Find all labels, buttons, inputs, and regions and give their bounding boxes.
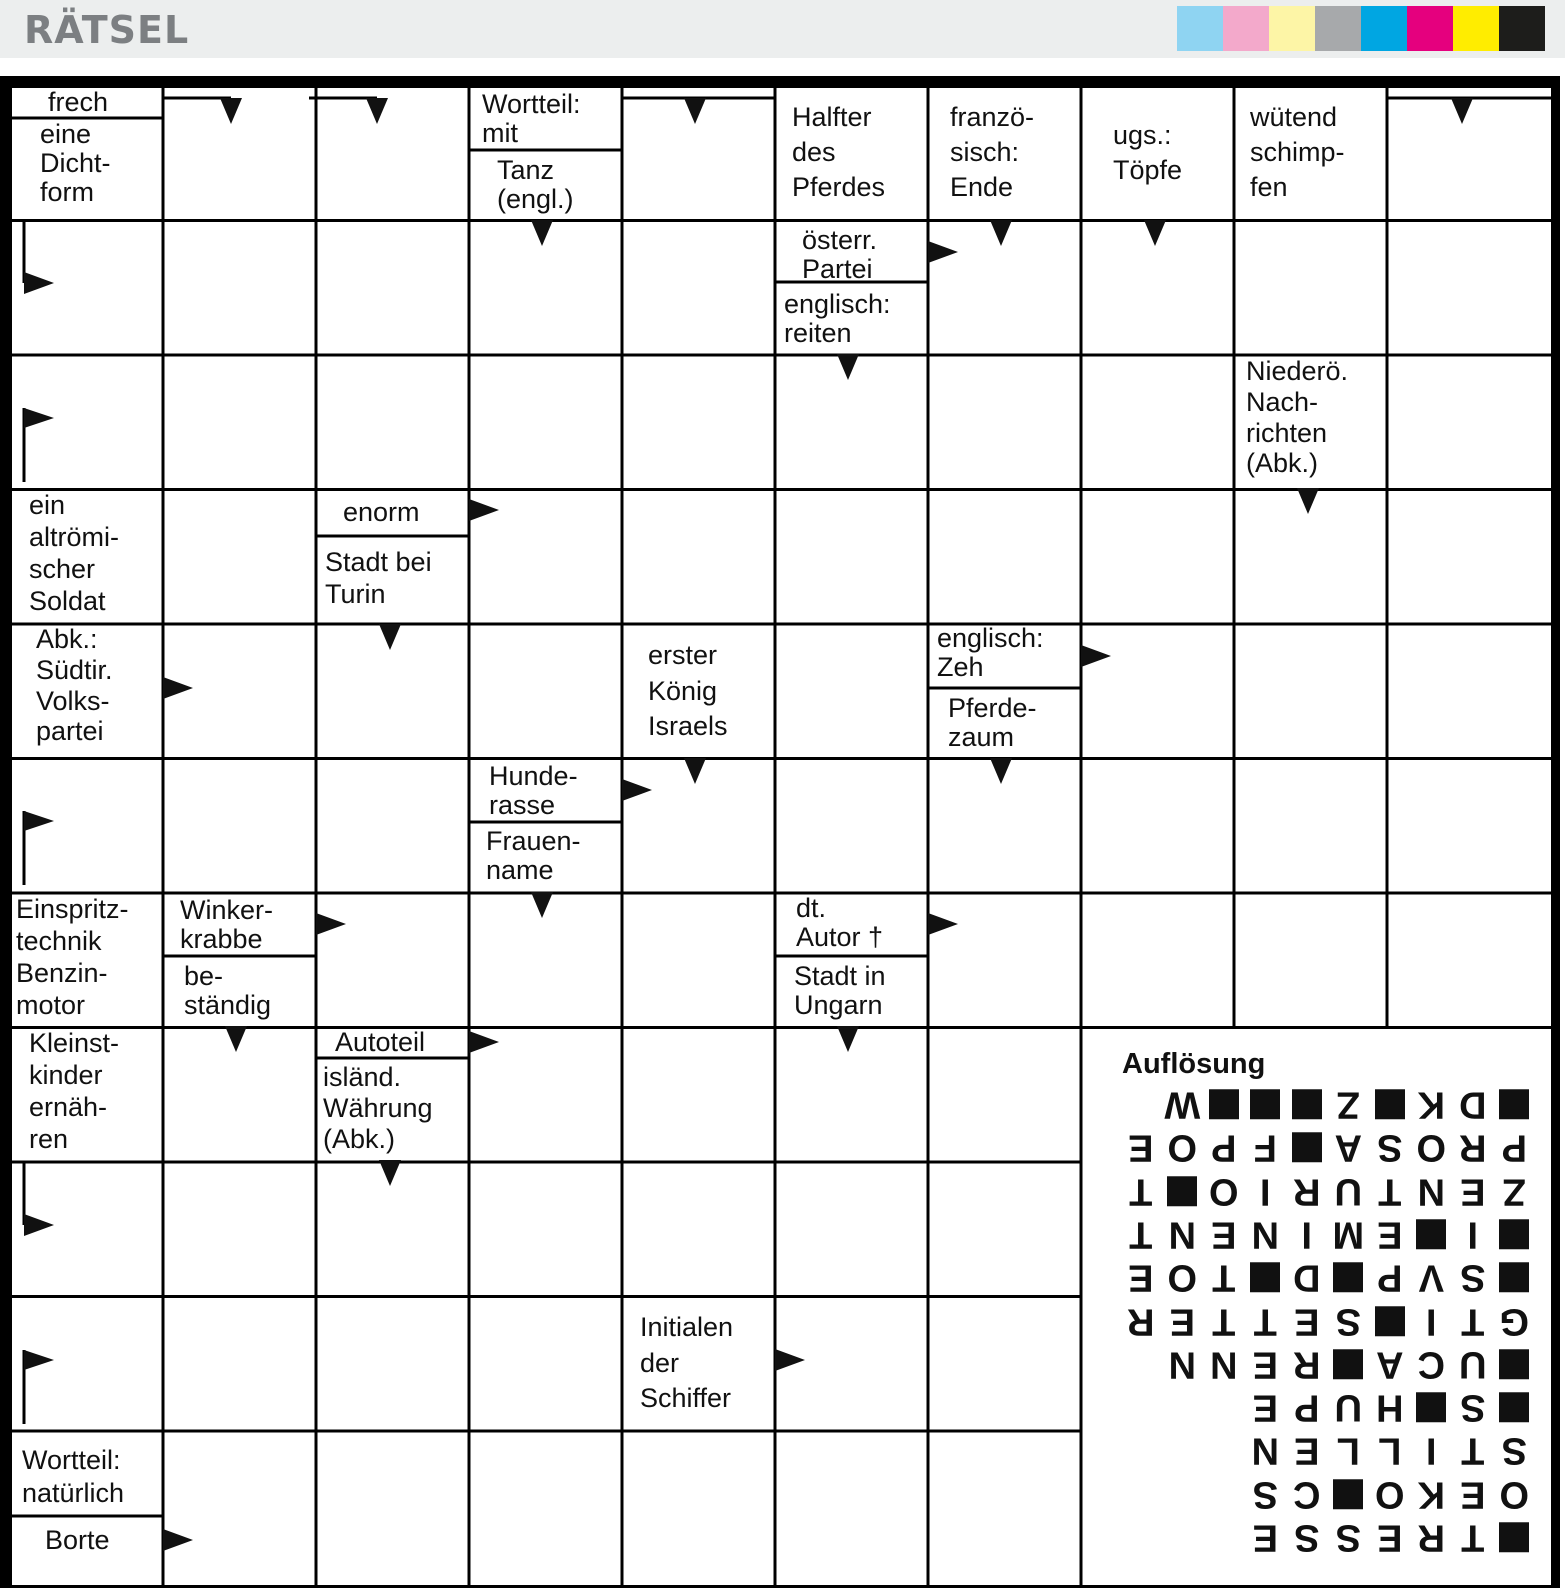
solution-letter: Z	[1336, 1083, 1360, 1126]
solution-letter: E	[1252, 1516, 1278, 1559]
solution-row	[1120, 1212, 1535, 1255]
solution-letter: A	[1376, 1343, 1404, 1386]
clue-franz-ende: franzö- sisch: Ende	[950, 102, 1035, 203]
solution-letter: T	[1378, 1169, 1402, 1212]
solution-letter: U	[1459, 1343, 1487, 1386]
solution-letter: T	[1461, 1299, 1485, 1342]
clue-bestaendig: be- ständig	[184, 961, 272, 1021]
solution-letter: E	[1294, 1429, 1320, 1472]
solution-block	[1245, 1082, 1287, 1125]
solution-letter: L	[1378, 1429, 1402, 1472]
solution-row	[1120, 1385, 1535, 1428]
clue-frech: frech	[48, 87, 109, 117]
clue-engl-reiten: englisch: reiten	[784, 289, 891, 349]
clue-islaend: isländ. Währung (Abk.)	[323, 1062, 433, 1154]
solution-letter: O	[1208, 1169, 1239, 1212]
solution-letter: K	[1417, 1083, 1445, 1126]
solution-empty	[1162, 1472, 1204, 1515]
solution-empty	[1120, 1082, 1162, 1125]
solution-row	[1120, 1255, 1535, 1298]
clue-enorm: enorm	[343, 497, 420, 527]
solution-block	[1286, 1082, 1328, 1125]
solution-letter: S	[1294, 1516, 1320, 1559]
solution-empty	[1203, 1472, 1245, 1515]
solution-letter: S	[1460, 1386, 1486, 1429]
solution-row	[1120, 1428, 1535, 1471]
solution-empty	[1120, 1515, 1162, 1558]
solution-grid	[1120, 1082, 1535, 1558]
solution-letter: C	[1293, 1472, 1321, 1515]
solution-row	[1120, 1169, 1535, 1212]
solution-letter: T	[1212, 1256, 1236, 1299]
solution-block	[1328, 1255, 1370, 1298]
solution-letter: I	[1425, 1299, 1437, 1342]
solution-letter: E	[1252, 1343, 1278, 1386]
solution-row	[1120, 1082, 1535, 1125]
solution-letter: E	[1460, 1169, 1486, 1212]
solution-letter: R	[1293, 1343, 1321, 1386]
clue-stadt-turin: Stadt bei Turin	[325, 547, 432, 610]
solution-empty	[1162, 1385, 1204, 1428]
solution-letter: U	[1334, 1386, 1362, 1429]
solution-block	[1203, 1082, 1245, 1125]
solution-block	[1494, 1212, 1536, 1255]
solution-row	[1120, 1515, 1535, 1558]
solution-block	[1369, 1082, 1411, 1125]
solution-empty	[1162, 1515, 1204, 1558]
solution-letter: P	[1377, 1256, 1403, 1299]
solution-empty	[1120, 1342, 1162, 1385]
solution-letter: S	[1252, 1472, 1278, 1515]
clue-niederoe: Niederö. Nach- richten (Abk.)	[1246, 356, 1349, 479]
solution-letter: P	[1501, 1126, 1527, 1169]
solution-letter: W	[1164, 1083, 1201, 1126]
solution-letter: N	[1210, 1343, 1238, 1386]
solution-letter: D	[1293, 1256, 1321, 1299]
clue-wortteil-nat: Wortteil: natürlich	[22, 1445, 125, 1508]
clue-borte: Borte	[45, 1525, 110, 1555]
solution-letter: F	[1253, 1126, 1277, 1169]
solution-letter: N	[1251, 1429, 1279, 1472]
color-swatch	[1361, 6, 1407, 51]
solution-block	[1494, 1082, 1536, 1125]
color-swatch	[1315, 6, 1361, 51]
clue-wortteil-mit: Wortteil: mit	[482, 89, 581, 149]
solution-letter: E	[1460, 1472, 1486, 1515]
clue-oesterr-partei: österr. Partei	[802, 225, 878, 285]
solution-letter: N	[1417, 1169, 1445, 1212]
clue-tanz: Tanz (engl.)	[497, 155, 574, 215]
solution-letter: E	[1377, 1213, 1403, 1256]
solution-letter: U	[1334, 1169, 1362, 1212]
solution-letter: O	[1374, 1472, 1405, 1515]
solution-empty	[1120, 1385, 1162, 1428]
page-title: RÄTSEL	[24, 8, 190, 52]
solution-empty	[1203, 1428, 1245, 1471]
clue-halfter: Halfter des Pferdes	[792, 102, 886, 203]
color-swatch	[1177, 6, 1223, 51]
solution-letter: O	[1416, 1126, 1447, 1169]
solution-row	[1120, 1342, 1535, 1385]
solution-letter: G	[1499, 1299, 1530, 1342]
solution-empty	[1203, 1515, 1245, 1558]
solution-letter: T	[1253, 1299, 1277, 1342]
solution-letter: T	[1129, 1169, 1153, 1212]
solution-letter: E	[1128, 1256, 1154, 1299]
solution-block	[1494, 1385, 1536, 1428]
solution-letter: H	[1376, 1386, 1404, 1429]
clue-soldat: ein altrömi- scher Soldat	[29, 490, 120, 616]
color-swatch	[1453, 6, 1499, 51]
solution-block	[1162, 1169, 1204, 1212]
clue-winkerkrabbe: Winker- krabbe	[180, 895, 273, 955]
solution-title: Auflösung	[1122, 1048, 1266, 1080]
solution-empty	[1120, 1472, 1162, 1515]
solution-empty	[1203, 1385, 1245, 1428]
clue-dichtform: eine Dicht- form	[40, 119, 111, 208]
clue-einspritz: Einspritz- technik Benzin- motor	[16, 894, 129, 1020]
solution-block	[1411, 1385, 1453, 1428]
solution-letter: E	[1128, 1126, 1154, 1169]
solution-letter: N	[1168, 1213, 1196, 1256]
solution-letter: I	[1467, 1213, 1479, 1256]
clue-frauenname: Frauen- name	[486, 826, 581, 886]
solution-block	[1245, 1255, 1287, 1298]
solution-letter: I	[1425, 1429, 1437, 1472]
solution-letter: R	[1459, 1126, 1487, 1169]
solution-letter: S	[1335, 1299, 1361, 1342]
solution-block	[1286, 1125, 1328, 1168]
solution-letter: D	[1459, 1083, 1487, 1126]
solution-letter: E	[1169, 1299, 1195, 1342]
solution-row	[1120, 1298, 1535, 1341]
color-swatch	[1499, 6, 1545, 51]
solution-letter: S	[1460, 1256, 1486, 1299]
solution-letter: E	[1377, 1516, 1403, 1559]
solution-letter: L	[1336, 1429, 1360, 1472]
solution-letter: S	[1377, 1126, 1403, 1169]
color-swatch	[1269, 6, 1315, 51]
solution-block	[1411, 1212, 1453, 1255]
solution-block	[1494, 1255, 1536, 1298]
solution-letter: V	[1418, 1256, 1444, 1299]
color-swatch	[1223, 6, 1269, 51]
solution-row	[1120, 1125, 1535, 1168]
clue-suedtirol: Abk.: Südtir. Volks- partei	[36, 624, 113, 747]
solution-block	[1494, 1342, 1536, 1385]
clue-kleinstkinder: Kleinst- kinder ernäh- ren	[29, 1028, 120, 1154]
solution-letter: T	[1461, 1429, 1485, 1472]
solution-letter: S	[1335, 1516, 1361, 1559]
solution-letter: P	[1294, 1386, 1320, 1429]
solution-block	[1328, 1342, 1370, 1385]
solution-letter: S	[1501, 1429, 1527, 1472]
solution-letter: Z	[1502, 1169, 1526, 1212]
clue-pferdezaum: Pferde- zaum	[948, 693, 1037, 753]
solution-letter: I	[1301, 1213, 1313, 1256]
solution-letter: N	[1251, 1213, 1279, 1256]
page-header	[0, 0, 1565, 58]
solution-letter: O	[1499, 1472, 1530, 1515]
solution-letter: T	[1212, 1299, 1236, 1342]
clue-engl-zeh: englisch: Zeh	[937, 623, 1044, 683]
solution-empty	[1120, 1428, 1162, 1471]
solution-block	[1369, 1298, 1411, 1341]
solution-letter: P	[1211, 1126, 1237, 1169]
clue-schimpfen: wütend schimp- fen	[1250, 102, 1345, 203]
solution-letter: K	[1417, 1472, 1445, 1515]
solution-letter: R	[1127, 1299, 1155, 1342]
solution-block	[1494, 1515, 1536, 1558]
solution-letter: N	[1168, 1343, 1196, 1386]
solution-letter: E	[1252, 1386, 1278, 1429]
solution-letter: R	[1293, 1169, 1321, 1212]
solution-letter: I	[1259, 1169, 1271, 1212]
color-calibration-bar	[1177, 6, 1545, 51]
solution-letter: E	[1294, 1299, 1320, 1342]
solution-letter: O	[1167, 1126, 1198, 1169]
color-swatch	[1407, 6, 1453, 51]
clue-toepfe: ugs.: Töpfe	[1113, 120, 1183, 186]
clue-dt-autor: dt. Autor †	[796, 893, 884, 953]
solution-letter: C	[1417, 1343, 1445, 1386]
solution-letter: M	[1332, 1213, 1365, 1256]
solution-block	[1328, 1472, 1370, 1515]
clue-initialen: Initialen der Schiffer	[640, 1312, 734, 1414]
solution-letter: R	[1417, 1516, 1445, 1559]
solution-letter: T	[1461, 1516, 1485, 1559]
clue-hunderasse: Hunde- rasse	[489, 761, 578, 821]
solution-letter: E	[1211, 1213, 1237, 1256]
solution-empty	[1162, 1428, 1204, 1471]
clue-stadt-ungarn: Stadt in Ungarn	[794, 961, 886, 1021]
solution-letter: T	[1129, 1213, 1153, 1256]
clue-autoteil: Autoteil	[335, 1027, 426, 1057]
solution-letter: O	[1167, 1256, 1198, 1299]
solution-letter: A	[1334, 1126, 1362, 1169]
clue-erster-koenig: erster König Israels	[648, 640, 728, 742]
solution-row	[1120, 1472, 1535, 1515]
